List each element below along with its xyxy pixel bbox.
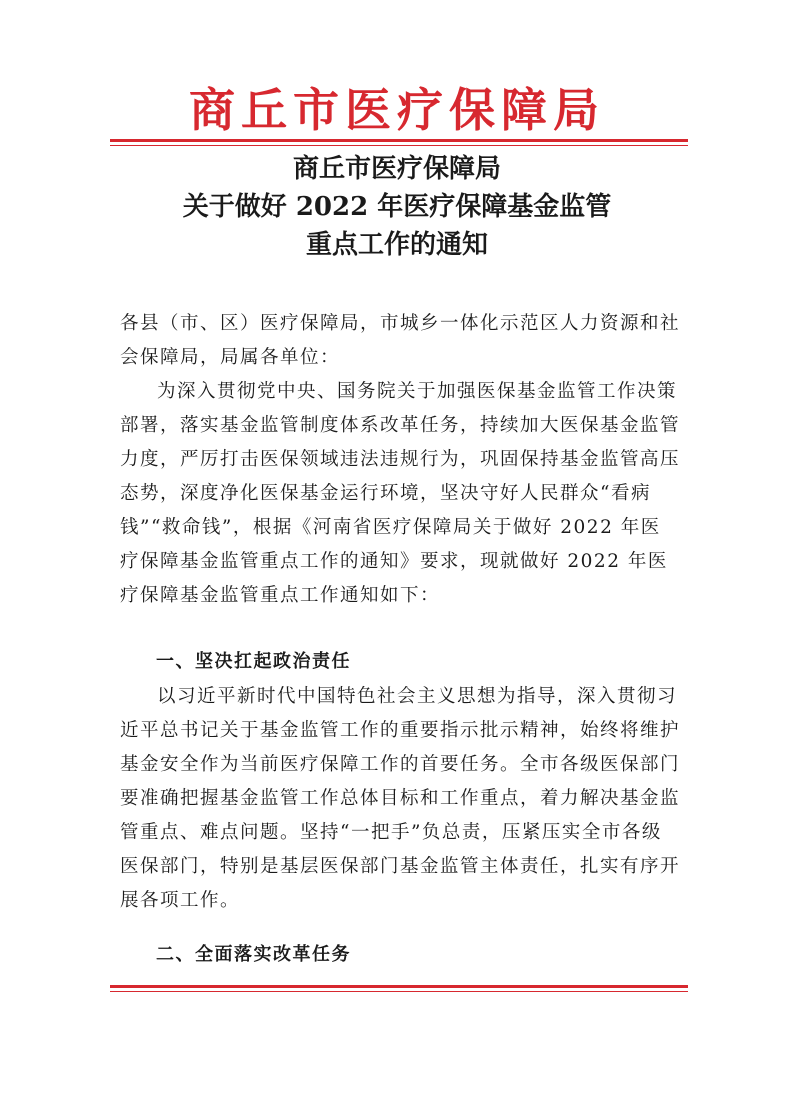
title-line-2: 关于做好 2022 年医疗保障基金监管 (182, 192, 612, 222)
title-line-1: 商丘市医疗保障局 (292, 154, 501, 184)
red-rule-thick (110, 139, 688, 142)
salutation: 各县（市、区）医疗保障局，市城乡一体化示范区人力资源和社会保障局，局属各单位： (120, 313, 681, 368)
red-rule-thin (110, 991, 688, 992)
paragraph-1: 为深入贯彻党中央、国务院关于加强医保基金监管工作决策部署，落实基金监管制度体系改革任务，持续加大医保基金监管力度，严厉打击医保领域违法违规行为，巩固保持基金监管高压态势，深度净化医保基金运行环境，坚决守好人民群众“看病钱”“救命钱”，根据《河南省医疗保障局关于做好 2022 年医疗保障基金监管重点工作的通知》要求，现就做好 2022 年医疗保障基金监管重点工作通知如下： (120, 381, 681, 606)
red-rule-thin (110, 145, 688, 146)
org-header-title: 商丘市医疗保障局 (189, 83, 605, 137)
title-line-3: 重点工作的通知 (305, 230, 488, 260)
paragraph-2: 以习近平新时代中国特色社会主义思想为指导，深入贯彻习近平总书记关于基金监管工作的重要指示批示精神，始终将维护基金安全作为当前医疗保障工作的首要任务。全市各级医保部门要准确把握基金监管工作总体目标和工作重点，着力解决基金监管重点、难点问题。坚持“一把手”负总责，压紧压实全市各级医保部门，特别是基层医保部门基金监管主体责任，扎实有序开展各项工作。 (120, 686, 681, 911)
red-rule-thick (110, 985, 688, 988)
section-heading-1: 一、坚决扛起政治责任 (156, 651, 351, 672)
document-title (0, 150, 794, 264)
red-rule-top (110, 139, 688, 146)
section-heading-2: 二、全面落实改革任务 (156, 944, 351, 965)
red-rule-bottom (110, 985, 688, 992)
